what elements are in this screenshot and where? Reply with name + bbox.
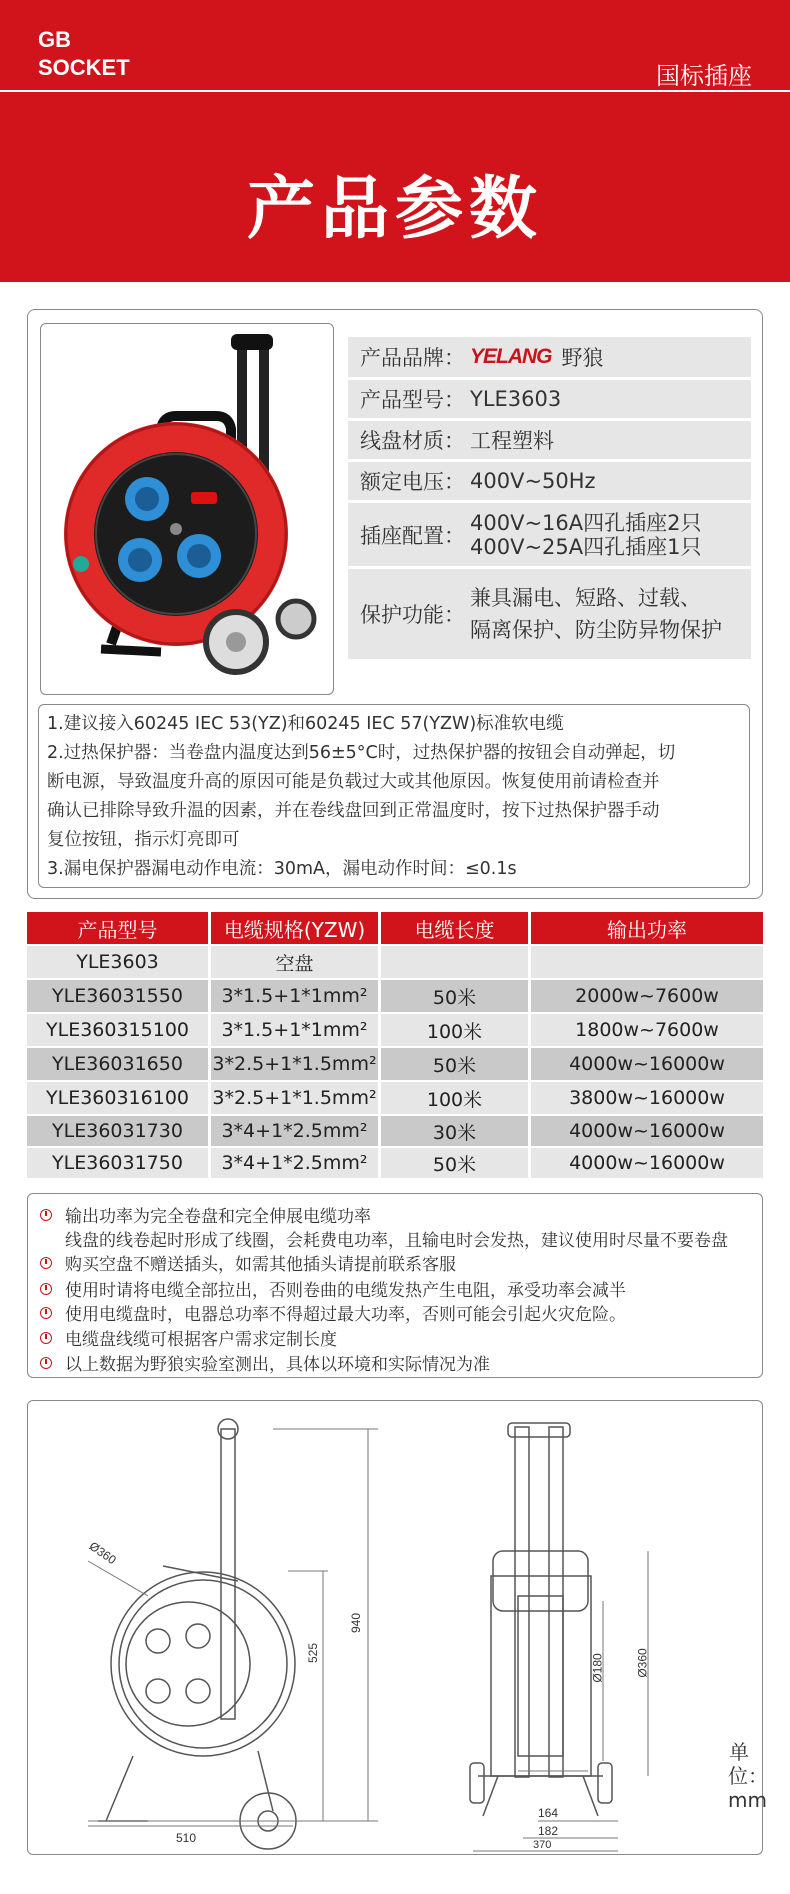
table-cell: 50米	[381, 1148, 531, 1178]
table-row	[27, 1116, 763, 1146]
spec-row-voltage	[348, 462, 751, 500]
spec-value-line2: 隔离保护、防尘防异物保护	[470, 618, 722, 642]
spec-value-line1: 兼具漏电、短路、过载、	[470, 586, 701, 610]
tip-item: 以上数据为野狼实验室测出，具体以环境和实际情况为准	[40, 1350, 490, 1375]
unit-label: 单位：mm	[728, 1740, 768, 1812]
table-row	[27, 946, 763, 978]
table-row	[27, 980, 763, 1012]
table-cell: 100米	[381, 1082, 531, 1114]
page-title: 产品参数	[246, 170, 543, 249]
warning-icon	[40, 1332, 52, 1344]
warning-icon	[40, 1357, 52, 1369]
spec-row-protection	[348, 569, 751, 659]
table-cell: 4000w~16000w	[531, 1048, 763, 1080]
table-cell: 3*1.5+1*1mm²	[211, 980, 381, 1012]
table-row	[27, 1148, 763, 1178]
note-line: 确认已排除导致升温的因素，并在卷线盘回到正常温度时，按下过热保护器手动	[47, 801, 660, 821]
table-cell: 3*2.5+1*1.5mm²	[211, 1048, 381, 1080]
tip-item-continued: 线盘的线卷起时形成了线圈，会耗费电功率，且输电时会发热，建议使用时尽量不要卷盘	[65, 1231, 728, 1251]
spec-value-line1: 400V~16A四孔插座2只	[470, 510, 702, 535]
warning-icon	[40, 1257, 52, 1269]
spec-row-material	[348, 421, 751, 459]
header-right-label: 国标插座	[656, 62, 752, 90]
table-row	[27, 1014, 763, 1046]
table-header-cell: 产品型号	[27, 912, 211, 944]
table-cell: 3*2.5+1*1.5mm²	[211, 1082, 381, 1114]
dim-label-940: 940	[349, 1612, 364, 1634]
socket-text: SOCKET	[38, 55, 130, 80]
table-row	[27, 1048, 763, 1080]
dimension-drawing	[28, 1401, 768, 1856]
table-cell: YLE36031750	[27, 1148, 211, 1178]
brand-logo: YELANG	[470, 345, 552, 368]
note-line: 复位按钮，指示灯亮即可	[47, 830, 240, 850]
note-line: 1.建议接入60245 IEC 53(YZ)和60245 IEC 57(YZW)标准软电缆	[47, 714, 564, 734]
tip-item: 输出功率为完全卷盘和完全伸展电缆功率	[40, 1202, 371, 1227]
spec-value: 工程塑料	[470, 429, 554, 453]
table-cell: YLE360316100	[27, 1082, 211, 1114]
gb-socket-logo	[38, 26, 130, 82]
table-header-cell: 输出功率	[531, 912, 763, 944]
table-cell: YLE36031650	[27, 1048, 211, 1080]
note-line: 断电源，导致温度升高的原因可能是负载过大或其他原因。恢复使用前请检查并	[47, 772, 660, 792]
product-image	[40, 323, 334, 695]
tip-item: 使用电缆盘时，电器总功率不得超过最大功率，否则可能会引起火灾危险。	[40, 1300, 626, 1325]
table-cell: 空盘	[211, 946, 381, 978]
dim-label-370: 370	[533, 1839, 552, 1851]
table-cell	[531, 946, 763, 978]
dim-label-182: 182	[538, 1824, 559, 1838]
table-cell: 3*4+1*2.5mm²	[211, 1148, 381, 1178]
table-cell: 2000w~7600w	[531, 980, 763, 1012]
spec-label: 额定电压：	[360, 470, 465, 494]
table-header-row	[27, 912, 763, 944]
note-line: 2.过热保护器：当卷盘内温度达到56±5°C时，过热保护器的按钮会自动弹起，切	[47, 743, 676, 763]
dim-label-525: 525	[306, 1642, 321, 1664]
gb-text: GB	[38, 27, 71, 52]
table-cell: 3800w~16000w	[531, 1082, 763, 1114]
header-banner	[0, 0, 790, 282]
table-row	[27, 1082, 763, 1114]
tip-item: 使用时请将电缆全部拉出，否则卷曲的电缆发热产生电阻，承受功率会减半	[40, 1276, 626, 1301]
tip-item: 电缆盘线缆可根据客户需求定制长度	[40, 1325, 337, 1350]
dim-label-d360-front: Ø360	[635, 1648, 650, 1678]
dimension-drawing-box	[27, 1400, 768, 1855]
warning-icon	[40, 1283, 52, 1295]
table-cell: 3*4+1*2.5mm²	[211, 1116, 381, 1146]
table-cell	[381, 946, 531, 978]
table-cell: 100米	[381, 1014, 531, 1046]
notes-box	[38, 704, 750, 888]
spec-value: 400V~50Hz	[470, 469, 596, 493]
tip-item: 购买空盘不赠送插头，如需其他插头请提前联系客服	[40, 1250, 456, 1275]
table-cell: YLE36031730	[27, 1116, 211, 1146]
table-cell: 4000w~16000w	[531, 1116, 763, 1146]
dim-label-510: 510	[176, 1831, 197, 1845]
table-cell: 50米	[381, 1048, 531, 1080]
table-header-cell: 电缆长度	[381, 912, 531, 944]
table-cell: YLE36031550	[27, 980, 211, 1012]
table-cell: 3*1.5+1*1mm²	[211, 1014, 381, 1046]
dim-label-d360: Ø360	[86, 1538, 119, 1568]
table-cell: 4000w~16000w	[531, 1148, 763, 1178]
warning-icon	[40, 1307, 52, 1319]
spec-row-socket-config	[348, 503, 751, 566]
table-header-cell: 电缆规格(YZW)	[211, 912, 381, 944]
spec-label: 插座配置：	[360, 523, 465, 548]
table-cell: 1800w~7600w	[531, 1014, 763, 1046]
spec-row-brand	[348, 337, 751, 377]
spec-label: 保护功能：	[360, 603, 465, 627]
spec-value-line2: 400V~25A四孔插座1只	[470, 534, 702, 559]
dim-label-164: 164	[538, 1806, 559, 1820]
spec-label: 线盘材质：	[360, 429, 465, 453]
spec-value: 野狼	[561, 346, 604, 370]
spec-value: YLE3603	[470, 387, 562, 411]
spec-label: 产品型号：	[360, 388, 465, 412]
spec-row-model	[348, 380, 751, 418]
header-divider	[0, 90, 790, 92]
table-cell: 50米	[381, 980, 531, 1012]
dim-label-d180: Ø180	[590, 1653, 605, 1683]
table-cell: YLE360315100	[27, 1014, 211, 1046]
note-line: 3.漏电保护器漏电动作电流：30mA，漏电动作时间：≤0.1s	[47, 859, 517, 879]
table-cell: 30米	[381, 1116, 531, 1146]
table-cell: YLE3603	[27, 946, 211, 978]
warning-icon	[40, 1209, 52, 1221]
spec-label: 产品品牌：	[360, 346, 465, 370]
